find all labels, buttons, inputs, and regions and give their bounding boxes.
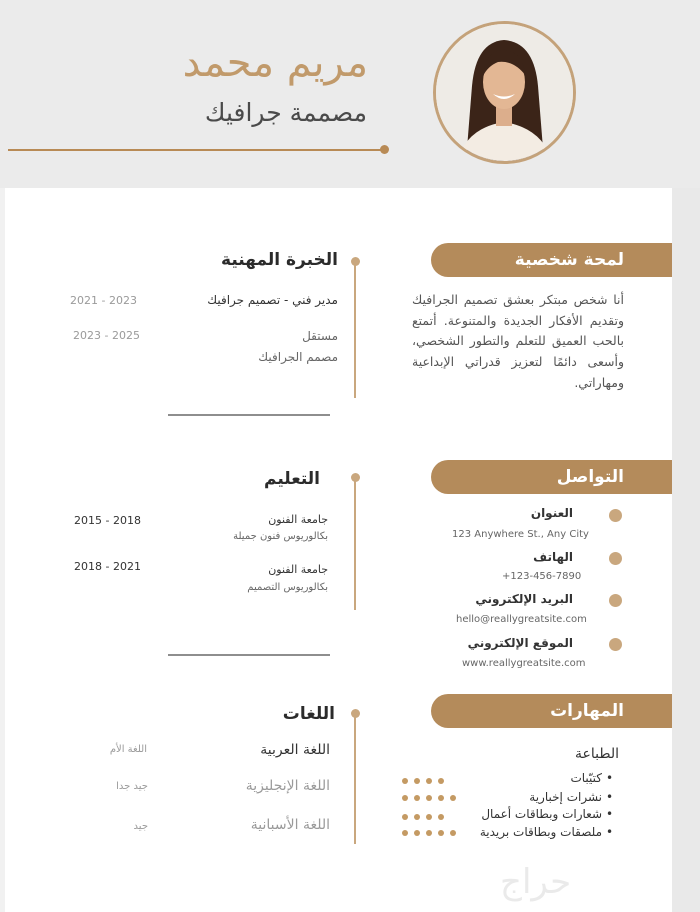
page-margin-left	[0, 188, 5, 912]
skill-label-3: شعارات وبطاقات أعمال	[481, 807, 602, 821]
skill-level-dot	[402, 795, 408, 801]
skill-level-dot	[426, 830, 432, 836]
experience-role-1: مدير فني - تصميم جرافيك	[207, 293, 338, 307]
skill-level-dot	[414, 830, 420, 836]
timeline-line-education	[354, 478, 356, 610]
skill-level-2	[402, 795, 462, 801]
skill-label-1: كتيّبات	[570, 771, 602, 785]
skill-level-dot	[402, 778, 408, 784]
timeline-line-experience	[354, 262, 356, 398]
languages-section-title: اللغات	[282, 704, 335, 724]
skill-level-dot	[438, 795, 444, 801]
timeline-line-languages	[354, 714, 356, 844]
education-divider	[168, 654, 330, 656]
experience-divider	[168, 414, 330, 416]
skill-level-dot	[414, 814, 420, 820]
skill-level-dot	[438, 830, 444, 836]
skill-level-3	[402, 814, 450, 820]
site-watermark: حراج	[500, 862, 572, 902]
header-divider	[8, 149, 386, 151]
job-title: مصممة جرافيك	[204, 98, 367, 127]
education-school-2: جامعة الفنون	[268, 563, 328, 576]
skill-label-2: نشرات إخبارية	[529, 790, 602, 804]
skill-level-dot	[426, 778, 432, 784]
contact-label-phone: الهاتف	[533, 550, 573, 564]
skill-bullet-4: •	[606, 825, 614, 839]
language-name-3: اللغة الأسبانية	[250, 817, 330, 833]
skill-level-dot	[402, 814, 408, 820]
language-level-1: اللغة الأم	[109, 744, 147, 755]
contact-value-address: 123 Anywhere St., Any City	[452, 529, 589, 540]
skill-level-dot	[450, 795, 456, 801]
contact-label-website: الموقع الإلكتروني	[467, 636, 573, 650]
experience-dates-2: 2023 - 2025	[73, 329, 140, 342]
skill-level-dot	[438, 778, 444, 784]
education-degree-2: بكالوريوس التصميم	[247, 582, 328, 593]
contact-label-address: العنوان	[530, 506, 573, 520]
contact-section-header: التواصل	[431, 460, 672, 494]
contact-value-email: hello@reallygreatsite.com	[456, 614, 587, 625]
language-name-2: اللغة الإنجليزية	[245, 778, 330, 794]
skill-level-dot	[402, 830, 408, 836]
email-icon	[609, 594, 622, 607]
header-background	[0, 0, 700, 188]
skill-level-dot	[414, 778, 420, 784]
skill-bullet-3: •	[606, 807, 614, 821]
contact-label-email: البريد الإلكتروني	[475, 592, 573, 606]
skills-category: الطباعة	[575, 746, 619, 762]
language-name-1: اللغة العربية	[260, 742, 330, 758]
education-dates-1: 2015 - 2018	[74, 514, 141, 527]
skill-bullet-1: •	[606, 771, 614, 785]
skill-level-4	[402, 830, 462, 836]
education-degree-1: بكالوريوس فنون جميلة	[233, 531, 328, 542]
globe-icon	[609, 638, 622, 651]
skill-level-dot	[414, 795, 420, 801]
experience-subtitle-2: مصمم الجرافيك	[258, 350, 338, 364]
skill-level-dot	[426, 795, 432, 801]
skill-level-dot	[450, 830, 456, 836]
contact-value-website: www.reallygreatsite.com	[462, 658, 586, 669]
experience-dates-1: 2021 - 2023	[70, 294, 137, 307]
skill-level-dot	[426, 814, 432, 820]
skill-level-dot	[438, 814, 444, 820]
header-divider-dot	[380, 145, 389, 154]
experience-role-2: مستقل	[302, 329, 338, 343]
resume-name: مريم محمد	[182, 40, 368, 86]
about-text: أنا شخص مبتكر بعشق تصميم الجرافيك وتقديم الأفكار الجديدة والمتنوعة. أتمتع بالحب العميق للتعلم والتطور الشخصي، وأسعى دائمًا لتعزيز قدراتي الإبداعية ومهاراتي.	[412, 292, 624, 390]
page-margin-right	[672, 188, 700, 912]
skill-label-4: ملصقات وبطاقات بريدية	[479, 825, 602, 839]
language-level-3: جيد	[133, 821, 148, 832]
experience-section-title: الخبرة المهنية	[221, 250, 338, 270]
skills-section-header: المهارات	[431, 694, 672, 728]
about-section-header: لمحة شخصية	[431, 243, 672, 277]
profile-photo	[433, 21, 576, 164]
skill-bullet-2: •	[606, 790, 614, 804]
home-icon	[609, 509, 622, 522]
phone-icon	[609, 552, 622, 565]
skill-level-1	[402, 778, 450, 784]
contact-value-phone: +123-456-7890	[502, 571, 582, 582]
language-level-2: جيد جدا	[116, 781, 148, 792]
education-school-1: جامعة الفنون	[268, 513, 328, 526]
education-dates-2: 2018 - 2021	[74, 560, 141, 573]
education-section-title: التعليم	[264, 469, 320, 489]
